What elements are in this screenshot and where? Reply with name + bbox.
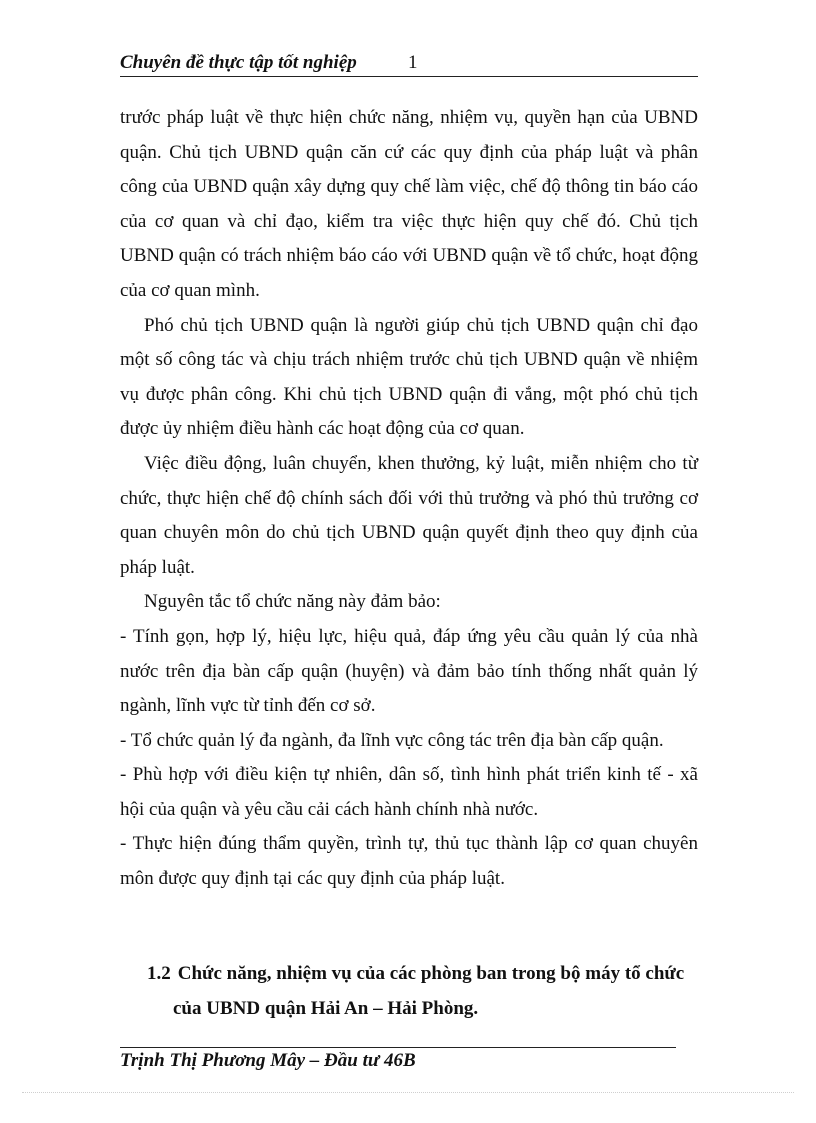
header-page-number: 1: [408, 52, 418, 73]
page-edge-divider: [22, 1092, 794, 1093]
paragraph: Việc điều động, luân chuyển, khen thưởng, kỷ luật, miễn nhiệm cho từ chức, thực hiện chế độ chính sách đối với thủ trưởng và phó thủ trưởng cơ quan chuyên môn do chủ tịch UBND quận quyết định theo quy định của pháp luật.: [120, 452, 698, 578]
body-text: [120, 101, 698, 897]
bullet-item: - Phù hợp với điều kiện tự nhiên, dân số, tình hình phát triển kinh tế - xã hội của quận và yêu cầu cải cách hành chính nhà nước.: [120, 764, 698, 820]
section-number: 1.2: [147, 963, 171, 984]
section-title-line1: Chức năng, nhiệm vụ của các phòng ban trong bộ máy tổ chức: [177, 963, 685, 984]
bullet-item: - Thực hiện đúng thẩm quyền, trình tự, thủ tục thành lập cơ quan chuyên môn được quy định tại các quy định của pháp luật.: [120, 833, 698, 890]
footer-divider: [120, 1047, 676, 1048]
paragraph: Phó chủ tịch UBND quận là người giúp chủ tịch UBND quận chỉ đạo một số công tác và chịu trách nhiệm trước chủ tịch UBND quận về nhiệm vụ được phân công. Khi chủ tịch UBND quận đi vắng, một phó chủ tịch được ủy nhiệm điều hành các hoạt động của cơ quan.: [120, 314, 698, 440]
section-title-line2: của UBND quận Hải An – Hải Phòng.: [173, 997, 479, 1019]
footer-author: Trịnh Thị Phương Mây – Đầu tư 46B: [120, 1050, 416, 1071]
bullet-item: - Tính gọn, hợp lý, hiệu lực, hiệu quả, đáp ứng yêu cầu quản lý của nhà nước trên địa bàn cấp quận (huyện) và đảm bảo tính thống nhất quản lý ngành, lĩnh vực từ tỉnh đến cơ sở.: [120, 625, 698, 717]
header-title: Chuyên đề thực tập tốt nghiệp: [120, 52, 357, 73]
bullet-item: - Tổ chức quản lý đa ngành, đa lĩnh vực công tác trên địa bàn cấp quận.: [120, 729, 664, 751]
section-heading: [147, 957, 698, 1026]
page-header: [120, 52, 698, 77]
paragraph: Nguyên tắc tổ chức năng này đảm bảo:: [144, 591, 441, 613]
paragraph: trước pháp luật về thực hiện chức năng, nhiệm vụ, quyền hạn của UBND quận. Chủ tịch UBND quận căn cứ các quy định của pháp luật và phân công của UBND quận xây dựng quy chế làm việc, chế độ thông tin báo cáo của cơ quan và chỉ đạo, kiểm tra việc thực hiện quy chế đó. Chủ tịch UBND quận có trách nhiệm báo cáo với UBND quận về tổ chức, hoạt động của cơ quan mình.: [120, 107, 698, 301]
